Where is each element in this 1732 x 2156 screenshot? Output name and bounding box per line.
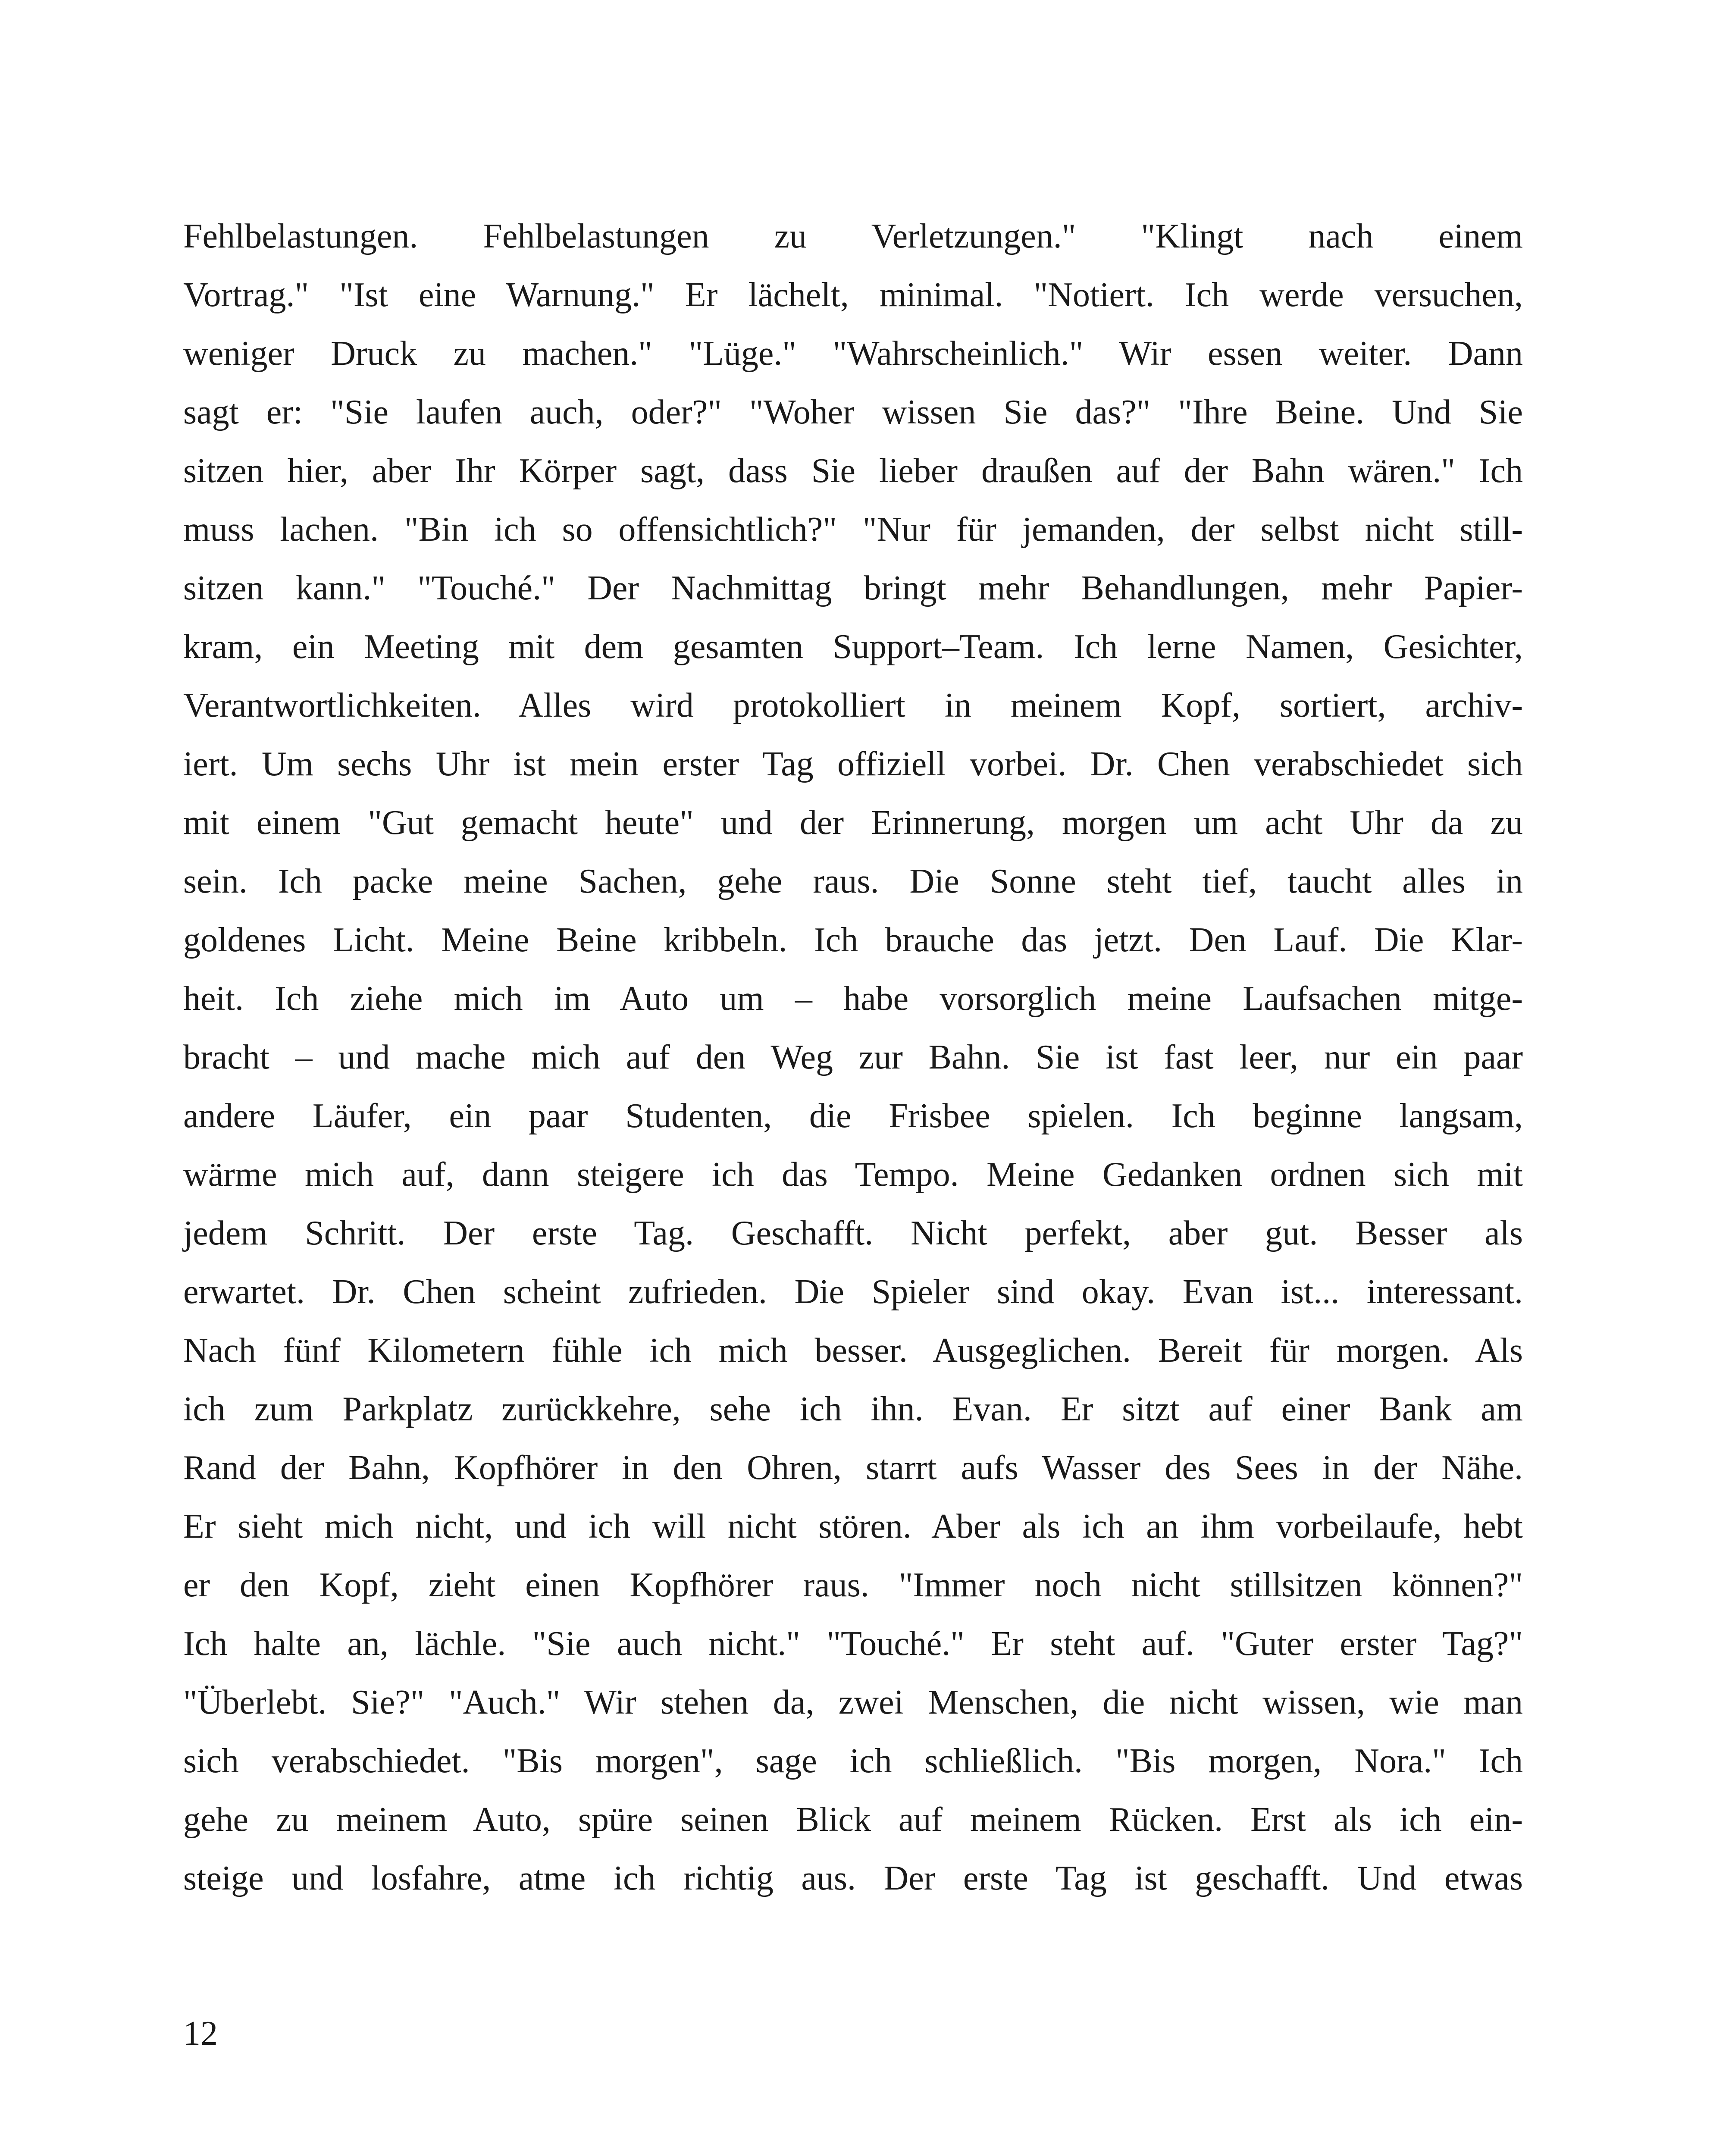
- text-line: sich verabschiedet. "Bis morgen", sage ich schließlich. "Bis morgen, Nora." Ich: [183, 1742, 1523, 1780]
- text-line: Rand der Bahn, Kopfhörer in den Ohren, starrt aufs Wasser des Sees in der Nähe.: [183, 1449, 1523, 1487]
- text-line: ich zum Parkplatz zurückkehre, sehe ich ihn. Evan. Er sitzt auf einer Bank am: [183, 1390, 1523, 1428]
- text-line: weniger Druck zu machen." "Lüge." "Wahrscheinlich." Wir essen weiter. Dann: [183, 335, 1523, 373]
- text-line: kram, ein Meeting mit dem gesamten Support–Team. Ich lerne Namen, Gesichter,: [183, 628, 1523, 666]
- text-line: gehe zu meinem Auto, spüre seinen Blick auf meinem Rücken. Erst als ich ein-: [183, 1801, 1523, 1839]
- text-line: "Überlebt. Sie?" "Auch." Wir stehen da, zwei Menschen, die nicht wissen, wie man: [183, 1683, 1523, 1721]
- text-line: muss lachen. "Bin ich so offensichtlich?" "Nur für jemanden, der selbst nicht still-: [183, 511, 1523, 548]
- text-line: steige und losfahre, atme ich richtig aus. Der erste Tag ist geschafft. Und etwas: [183, 1859, 1523, 1897]
- text-line: sagt er: "Sie laufen auch, oder?" "Woher wissen Sie das?" "Ihre Beine. Und Sie: [183, 393, 1523, 431]
- text-line: sitzen kann." "Touché." Der Nachmittag bringt mehr Behandlungen, mehr Papier-: [183, 569, 1523, 607]
- text-line: Ich halte an, lächle. "Sie auch nicht." "Touché." Er steht auf. "Guter erster Tag?": [183, 1625, 1523, 1663]
- text-line: er den Kopf, zieht einen Kopfhörer raus. "Immer noch nicht stillsitzen können?": [183, 1566, 1523, 1604]
- text-line: erwartet. Dr. Chen scheint zufrieden. Die Spieler sind okay. Evan ist... interessant.: [183, 1273, 1523, 1311]
- body-text: [183, 207, 1523, 1908]
- text-line: andere Läufer, ein paar Studenten, die Frisbee spielen. Ich beginne langsam,: [183, 1097, 1523, 1135]
- text-line: Nach fünf Kilometern fühle ich mich besser. Ausgeglichen. Bereit für morgen. Als: [183, 1332, 1523, 1369]
- text-line: iert. Um sechs Uhr ist mein erster Tag offiziell vorbei. Dr. Chen verabschiedet sich: [183, 745, 1523, 783]
- text-line: bracht – und mache mich auf den Weg zur Bahn. Sie ist fast leer, nur ein paar: [183, 1038, 1523, 1076]
- text-line: Fehlbelastungen. Fehlbelastungen zu Verletzungen." "Klingt nach einem: [183, 217, 1523, 255]
- text-line: jedem Schritt. Der erste Tag. Geschafft. Nicht perfekt, aber gut. Besser als: [183, 1214, 1523, 1252]
- text-line: Vortrag." "Ist eine Warnung." Er lächelt, minimal. "Notiert. Ich werde versuchen,: [183, 276, 1523, 314]
- text-line: Er sieht mich nicht, und ich will nicht stören. Aber als ich an ihm vorbeilaufe, hebt: [183, 1507, 1523, 1545]
- text-line: sein. Ich packe meine Sachen, gehe raus. Die Sonne steht tief, taucht alles in: [183, 862, 1523, 900]
- text-line: mit einem "Gut gemacht heute" und der Erinnerung, morgen um acht Uhr da zu: [183, 804, 1523, 842]
- text-line: sitzen hier, aber Ihr Körper sagt, dass Sie lieber draußen auf der Bahn wären." Ich: [183, 452, 1523, 490]
- text-line: wärme mich auf, dann steigere ich das Tempo. Meine Gedanken ordnen sich mit: [183, 1156, 1523, 1194]
- text-line: heit. Ich ziehe mich im Auto um – habe vorsorglich meine Laufsachen mitge-: [183, 980, 1523, 1018]
- text-line: goldenes Licht. Meine Beine kribbeln. Ich brauche das jetzt. Den Lauf. Die Klar-: [183, 921, 1523, 959]
- text-line: Verantwortlichkeiten. Alles wird protokolliert in meinem Kopf, sortiert, archiv-: [183, 686, 1523, 724]
- page-number: 12: [183, 2015, 218, 2053]
